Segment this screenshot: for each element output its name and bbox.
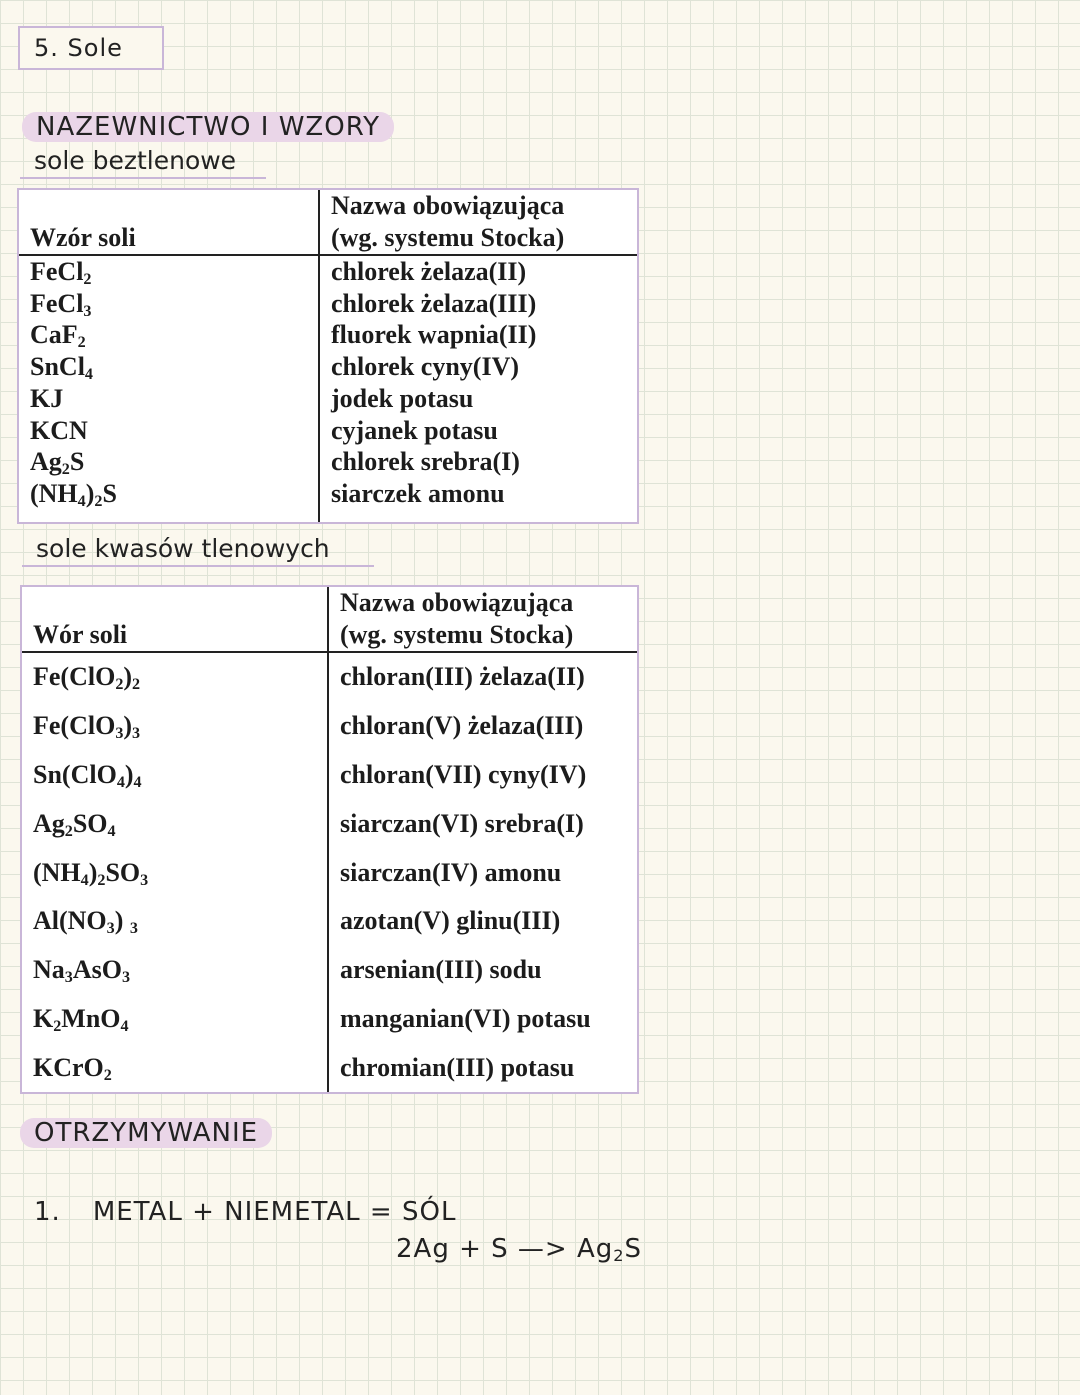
formula-subscript: 4	[116, 774, 125, 791]
salt-formula	[19, 351, 319, 383]
table-header-row	[19, 190, 637, 255]
equation-part: S	[624, 1234, 643, 1264]
example-equation	[396, 1234, 642, 1264]
salt-formula	[19, 383, 319, 415]
salt-formula	[19, 288, 319, 320]
formula-part: KJ	[30, 383, 64, 413]
table-row	[19, 478, 637, 522]
salt-name: cyjanek potasu	[319, 415, 637, 447]
formula-subscript: 2	[103, 1066, 112, 1084]
salt-formula	[19, 255, 319, 288]
table-row	[22, 848, 637, 897]
formula-part: S	[69, 447, 85, 477]
salt-name: chloran(III) żelaza(II)	[328, 652, 637, 702]
formula-part: KCrO	[33, 1052, 104, 1082]
formula-subscript: 4	[120, 1017, 129, 1035]
table-row	[19, 288, 637, 320]
salt-name: jodek potasu	[319, 383, 637, 415]
table-row	[22, 751, 637, 800]
formula-part: )	[88, 857, 98, 887]
rule-text: METAL + NIEMETAL = SÓL	[92, 1197, 457, 1227]
salt-formula	[22, 702, 328, 751]
formula-subscript: 3	[140, 871, 149, 889]
table-row	[22, 946, 637, 995]
name-header-line2: (wg. systemu Stocka)	[331, 223, 565, 252]
salt-formula	[19, 415, 319, 447]
salt-name: chloran(V) żelaza(III)	[328, 702, 637, 751]
rule-number: 1.	[34, 1197, 61, 1227]
table-row	[22, 702, 637, 751]
salt-formula	[22, 799, 328, 848]
formula-column-header: Wzór soli	[19, 190, 319, 255]
salt-formula	[22, 995, 328, 1044]
salt-formula	[22, 652, 328, 702]
formula-part: (NH	[30, 478, 78, 508]
table-row	[22, 1043, 637, 1092]
formula-part: Al(NO	[33, 906, 107, 936]
formula-part: )	[124, 759, 134, 789]
table-row	[22, 897, 637, 946]
formula-subscript: 3	[132, 725, 141, 743]
salt-name: chlorek żelaza(III)	[319, 288, 637, 320]
salt-formula	[22, 1043, 328, 1092]
salt-name: chlorek srebra(I)	[319, 446, 637, 478]
formula-part: Sn(ClO	[33, 759, 117, 789]
formula-part: MnO	[61, 1003, 121, 1033]
table-row	[22, 799, 637, 848]
salt-name: azotan(V) glinu(III)	[328, 897, 637, 946]
formula-subscript: 4	[80, 871, 89, 889]
salt-formula	[19, 446, 319, 478]
formula-column-header: Wór soli	[22, 587, 328, 652]
equation-part: 2Ag + S —> Ag	[396, 1234, 614, 1264]
rule-metal-nonmetal	[34, 1197, 456, 1227]
formula-part: CaF	[30, 320, 78, 350]
formula-part: Na	[33, 955, 65, 985]
equation-subscript: 2	[613, 1246, 625, 1266]
anaerobic-salts-table	[19, 190, 637, 522]
formula-part: S	[102, 478, 117, 508]
formula-subscript: 3	[115, 725, 124, 743]
formula-part: KCN	[30, 415, 88, 445]
formula-subscript: 2	[61, 461, 70, 479]
formula-part: K	[33, 1003, 54, 1033]
table-row	[19, 351, 637, 383]
salt-name: chloran(VII) cyny(IV)	[328, 751, 637, 800]
table-header-row	[22, 587, 637, 652]
salt-name: manganian(VI) potasu	[328, 995, 637, 1044]
formula-subscript: 2	[94, 492, 103, 510]
formula-subscript: 2	[132, 676, 141, 694]
formula-subscript: 2	[97, 871, 106, 889]
heading-naming: NAZEWNICTWO I WZORY	[22, 112, 394, 142]
name-header-line1: Nazwa obowiązująca	[331, 191, 565, 220]
formula-part: )	[123, 711, 133, 741]
salt-formula	[22, 946, 328, 995]
formula-part: )	[114, 906, 130, 936]
formula-part: SO	[105, 857, 141, 887]
table-row	[19, 415, 637, 447]
formula-part: Ag	[33, 808, 65, 838]
formula-part: FeCl	[30, 257, 84, 286]
formula-subscript: 3	[121, 969, 131, 987]
name-header-line1: Nazwa obowiązująca	[340, 588, 574, 617]
formula-subscript: 2	[64, 822, 73, 840]
formula-part: Fe(ClO	[33, 711, 116, 741]
formula-subscript: 2	[83, 271, 92, 289]
formula-subscript: 2	[115, 676, 124, 694]
salt-name: siarczan(VI) srebra(I)	[328, 799, 637, 848]
formula-subscript: 4	[133, 774, 142, 791]
salt-name: chromian(III) potasu	[328, 1043, 637, 1092]
table-row	[19, 255, 637, 288]
salt-name: chlorek żelaza(II)	[319, 255, 637, 288]
name-header-line2: (wg. systemu Stocka)	[340, 620, 574, 649]
formula-subscript: 3	[106, 920, 115, 938]
name-column-header	[328, 587, 637, 652]
name-column-header	[319, 190, 637, 255]
salt-formula	[19, 478, 319, 522]
formula-subscript: 4	[107, 822, 116, 840]
formula-subscript: 2	[77, 334, 86, 352]
formula-subscript: 4	[84, 366, 93, 384]
formula-subscript: 4	[77, 492, 86, 510]
formula-part: SO	[72, 808, 108, 838]
formula-part: AsO	[72, 955, 122, 985]
salt-formula	[22, 848, 328, 897]
section-title: 5. Sole	[18, 26, 164, 70]
salt-name: chlorek cyny(IV)	[319, 351, 637, 383]
formula-subscript: 3	[83, 302, 92, 320]
salt-formula	[22, 751, 328, 800]
salt-formula	[19, 319, 319, 351]
table-row	[22, 652, 637, 702]
salt-formula	[22, 897, 328, 946]
table-row	[19, 319, 637, 351]
formula-part: FeCl	[30, 288, 84, 318]
salt-name: arsenian(III) sodu	[328, 946, 637, 995]
salt-name: fluorek wapnia(II)	[319, 319, 637, 351]
table-row	[19, 383, 637, 415]
formula-part: Fe(ClO	[33, 662, 116, 692]
formula-subscript: 3	[64, 969, 73, 987]
table-row	[19, 446, 637, 478]
subheading-anaerobic-salts: sole beztlenowe	[20, 146, 266, 179]
formula-subscript: 2	[53, 1017, 62, 1035]
subheading-oxo-salts: sole kwasów tlenowych	[22, 534, 374, 567]
salt-name: siarczan(IV) amonu	[328, 848, 637, 897]
formula-part: (NH	[33, 857, 81, 887]
formula-part: )	[123, 662, 133, 692]
formula-subscript: 3	[129, 920, 138, 938]
table-row	[22, 995, 637, 1044]
oxo-salts-table	[22, 587, 637, 1092]
formula-part: Ag	[30, 447, 62, 477]
heading-obtaining: OTRZYMYWANIE	[20, 1118, 272, 1148]
salt-name: siarczek amonu	[319, 478, 637, 522]
formula-part: )	[85, 478, 95, 508]
formula-part: SnCl	[30, 352, 85, 382]
